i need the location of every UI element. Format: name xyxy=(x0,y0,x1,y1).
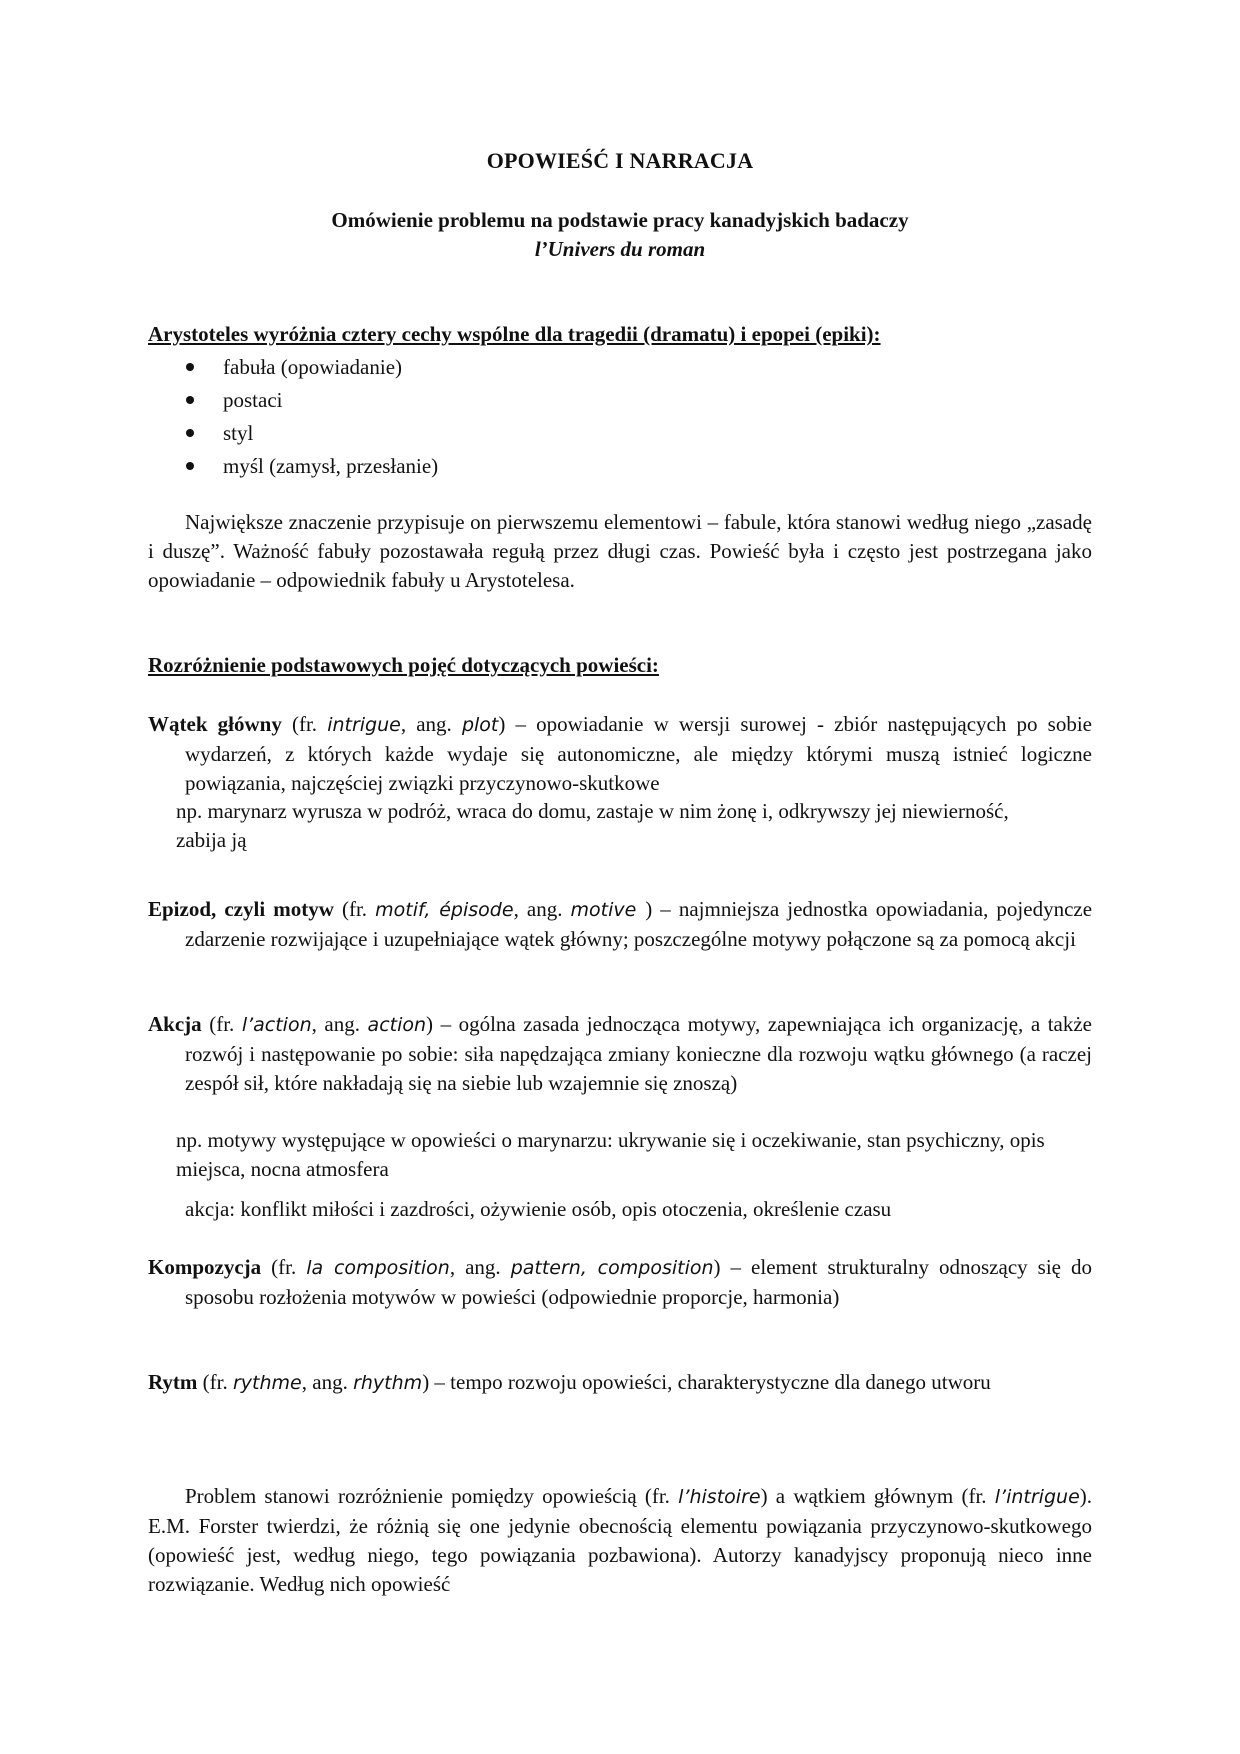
bullet-icon xyxy=(186,363,194,371)
document-title: OPOWIEŚĆ I NARRACJA xyxy=(486,148,754,173)
term-watek-glowny: Wątek główny (fr. intrigue, ang. plot) – opowiadanie w wersji surowej - zbiór następujących po sobie wydarzeń, z których każde wydaje się autonomiczne, ale między którymi muszą istnieć logiczne powiązania, najczęściej związki przyczynowo-skutkowe xyxy=(148,712,1092,795)
document-subtitle-work: l’Univers du roman xyxy=(534,237,706,261)
feature-list xyxy=(186,351,438,483)
term-akcja: Akcja (fr. l’action, ang. action) – ogólna zasada jednocząca motywy, zapewniająca ich organizację, a także rozwój i następowanie po sobie: siła napędzająca zmiany konieczne dla rozwoju wątku głównego (a raczej zespół sił, które nakładają się na siebie lub wzajemnie się znoszą) xyxy=(148,1012,1092,1095)
paragraph-fabula: Największe znaczenie przypisuje on pierwszemu elementowi – fabule, która stanowi według niego „zasadę i duszę”. Ważność fabuły pozostawała regułą przez długi czas. Powieść była i często jest postrzegana jako opowiadanie – odpowiednik fabuły u Arystotelesa. xyxy=(148,510,1092,592)
section-heading-aristotle: Arystoteles wyróżnia cztery cechy wspólne dla tragedii (dramatu) i epopei (epiki): xyxy=(148,322,881,346)
term-rytm: Rytm (fr. rythme, ang. rhythm) – tempo rozwoju opowieści, charakterystyczne dla danego utworu xyxy=(148,1370,991,1394)
list-item: postaci xyxy=(186,384,438,417)
bullet-icon xyxy=(186,396,194,404)
bullet-icon xyxy=(186,429,194,437)
example-akcja-konflikt: akcja: konflikt miłości i zazdrości, ożywienie osób, opis otoczenia, określenie czasu xyxy=(185,1197,892,1221)
list-item: myśl (zamysł, przesłanie) xyxy=(186,450,438,483)
example-akcja: np. motywy występujące w opowieści o marynarzu: ukrywanie się i oczekiwanie, stan psychiczny, opis miejsca, nocna atmosfera xyxy=(176,1128,1045,1181)
bullet-icon xyxy=(186,462,194,470)
example-watek-glowny: np. marynarz wyrusza w podróż, wraca do domu, zastaje w nim żonę i, odkrywszy jej niewierność, zabija ją xyxy=(176,799,1009,852)
list-item: styl xyxy=(186,417,438,450)
term-epizod: Epizod, czyli motyw (fr. motif, épisode, ang. motive ) – najmniejsza jednostka opowiadania, pojedyncze zdarzenie rozwijające i uzupełniające wątek główny; poszczególne motywy połączone są za pomocą akcji xyxy=(148,897,1093,951)
term-kompozycja: Kompozycja (fr. la composition, ang. pattern, composition) – element strukturalny odnoszący się do sposobu rozłożenia motywów w powieści (odpowiednie proporcje, harmonia) xyxy=(148,1255,1092,1309)
document-subtitle: Omówienie problemu na podstawie pracy kanadyjskich badaczy xyxy=(331,208,909,232)
section-heading-concepts: Rozróżnienie podstawowych pojęć dotyczących powieści: xyxy=(148,653,659,677)
paragraph-closing: Problem stanowi rozróżnienie pomiędzy opowieścią (fr. l’histoire) a wątkiem głównym (fr. l’intrigue). E.M. Forster twierdzi, że różnią się one jedynie obecnością elementu powiązania przyczynowo-skutkowego (opowieść jest, według niego, tego powiązania pozbawiona). Autorzy kanadyjscy proponują nieco inne rozwiązanie. Według nich opowieść xyxy=(148,1484,1093,1596)
list-item: fabuła (opowiadanie) xyxy=(186,351,438,384)
